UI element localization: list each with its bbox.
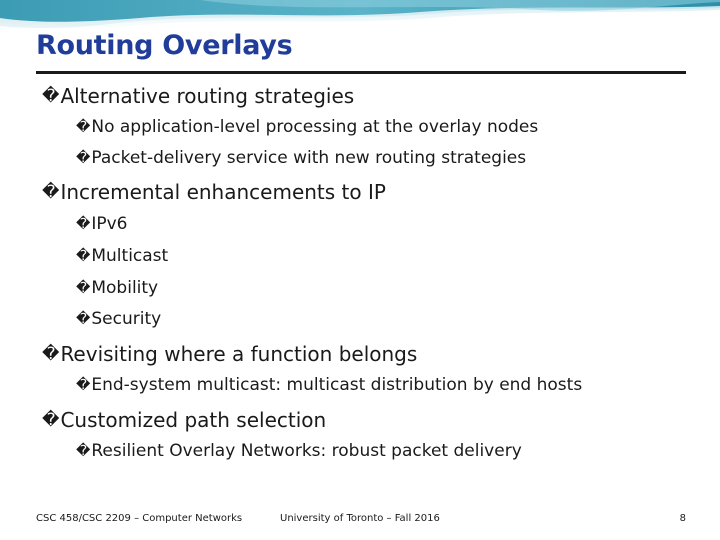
footer-page-number: 8 — [679, 513, 686, 524]
bullet-text: Multicast — [91, 246, 169, 266]
bullet-marker-icon: � — [76, 150, 91, 166]
bullet-text: No application-level processing at the overlay nodes — [91, 117, 539, 137]
slide-title: Routing Overlays — [36, 30, 293, 61]
footer-institution: University of Toronto – Fall 2016 — [280, 513, 440, 524]
bullet-marker-icon: � — [76, 280, 91, 296]
bullet-text: Alternative routing strategies — [60, 84, 355, 108]
bullet-marker-icon: � — [76, 248, 91, 264]
bullet-marker-icon: � — [76, 443, 91, 459]
sub-bullet-item — [76, 278, 158, 298]
bullet-marker-icon: � — [42, 182, 60, 202]
bullet-item — [42, 84, 354, 108]
bullet-text: Customized path selection — [60, 408, 327, 432]
bullet-text: Revisiting where a function belongs — [60, 342, 418, 366]
sub-bullet-item — [76, 148, 526, 168]
bullet-text: Resilient Overlay Networks: robust packet delivery — [91, 441, 522, 461]
bullet-text: Packet-delivery service with new routing strategies — [91, 148, 527, 168]
sub-bullet-item — [76, 117, 538, 137]
bullet-marker-icon: � — [42, 344, 60, 364]
bullet-text: Incremental enhancements to IP — [60, 180, 386, 204]
bullet-marker-icon: � — [76, 311, 91, 327]
bullet-marker-icon: � — [76, 377, 91, 393]
bullet-marker-icon: � — [42, 410, 60, 430]
bullet-item — [42, 408, 326, 432]
bullet-marker-icon: � — [76, 119, 91, 135]
bullet-text: IPv6 — [91, 214, 128, 234]
bullet-marker-icon: � — [42, 86, 60, 106]
sub-bullet-item — [76, 375, 582, 395]
bullet-text: Mobility — [91, 278, 159, 298]
sub-bullet-item — [76, 441, 522, 461]
bullet-text: End-system multicast: multicast distribution by end hosts — [91, 375, 583, 395]
sub-bullet-item — [76, 214, 128, 234]
sub-bullet-item — [76, 246, 168, 266]
bullet-item — [42, 180, 386, 204]
bullet-item — [42, 342, 417, 366]
sub-bullet-item — [76, 309, 161, 329]
bullet-marker-icon: � — [76, 216, 91, 232]
footer-course: CSC 458/CSC 2209 – Computer Networks — [36, 513, 243, 524]
bullet-text: Security — [91, 309, 162, 329]
